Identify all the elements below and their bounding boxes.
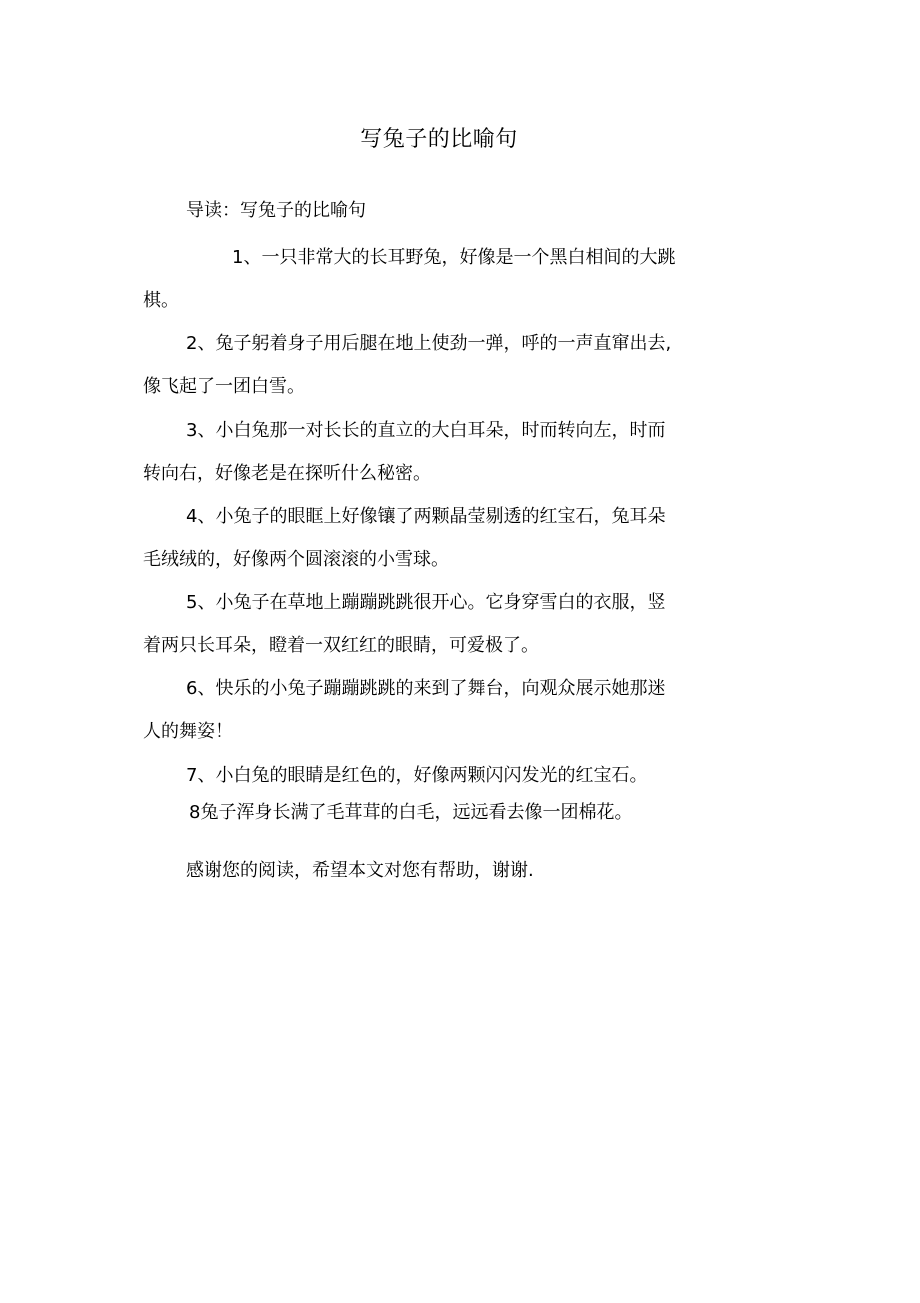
paragraph-1-line-2: 棋。 <box>143 290 179 311</box>
paragraph-6-line-2: 人的舞姿！ <box>143 721 233 742</box>
document-title: 写兔子的比喻句 <box>360 127 518 152</box>
paragraph-8-line: 8兔子浑身长满了毛茸茸的白毛，远远看去像一团棉花。 <box>189 802 633 823</box>
paragraph-2-line-1: 2、兔子躬着身子用后腿在地上使劲一弹，呼的一声直窜出去, <box>186 333 672 354</box>
paragraph-4-line-1: 4、小兔子的眼眶上好像镶了两颗晶莹剔透的红宝石，兔耳朵 <box>186 506 666 527</box>
paragraph-5-line-1: 5、小兔子在草地上蹦蹦跳跳很开心。它身穿雪白的衣服，竖 <box>186 592 666 613</box>
paragraph-4-line-2: 毛绒绒的，好像两个圆滚滚的小雪球。 <box>143 549 449 570</box>
paragraph-5-line-2: 着两只长耳朵，瞪着一双红红的眼睛，可爱极了。 <box>143 635 539 656</box>
paragraph-1-line-1: 1、一只非常大的长耳野兔，好像是一个黑白相间的大跳 <box>232 247 676 268</box>
paragraph-3-line-1: 3、小白兔那一对长长的直立的大白耳朵，时而转向左，时而 <box>186 420 666 441</box>
paragraph-6-line-1: 6、快乐的小兔子蹦蹦跳跳的来到了舞台，向观众展示她那迷 <box>186 678 666 699</box>
thanks-line: 感谢您的阅读，希望本文对您有帮助，谢谢. <box>186 860 534 881</box>
intro-line: 导读：写兔子的比喻句 <box>186 200 366 221</box>
paragraph-2-line-2: 像飞起了一团白雪。 <box>143 376 305 397</box>
paragraph-7-line: 7、小白兔的眼睛是红色的，好像两颗闪闪发光的红宝石。 <box>186 765 648 786</box>
paragraph-3-line-2: 转向右，好像老是在探听什么秘密。 <box>143 463 431 484</box>
